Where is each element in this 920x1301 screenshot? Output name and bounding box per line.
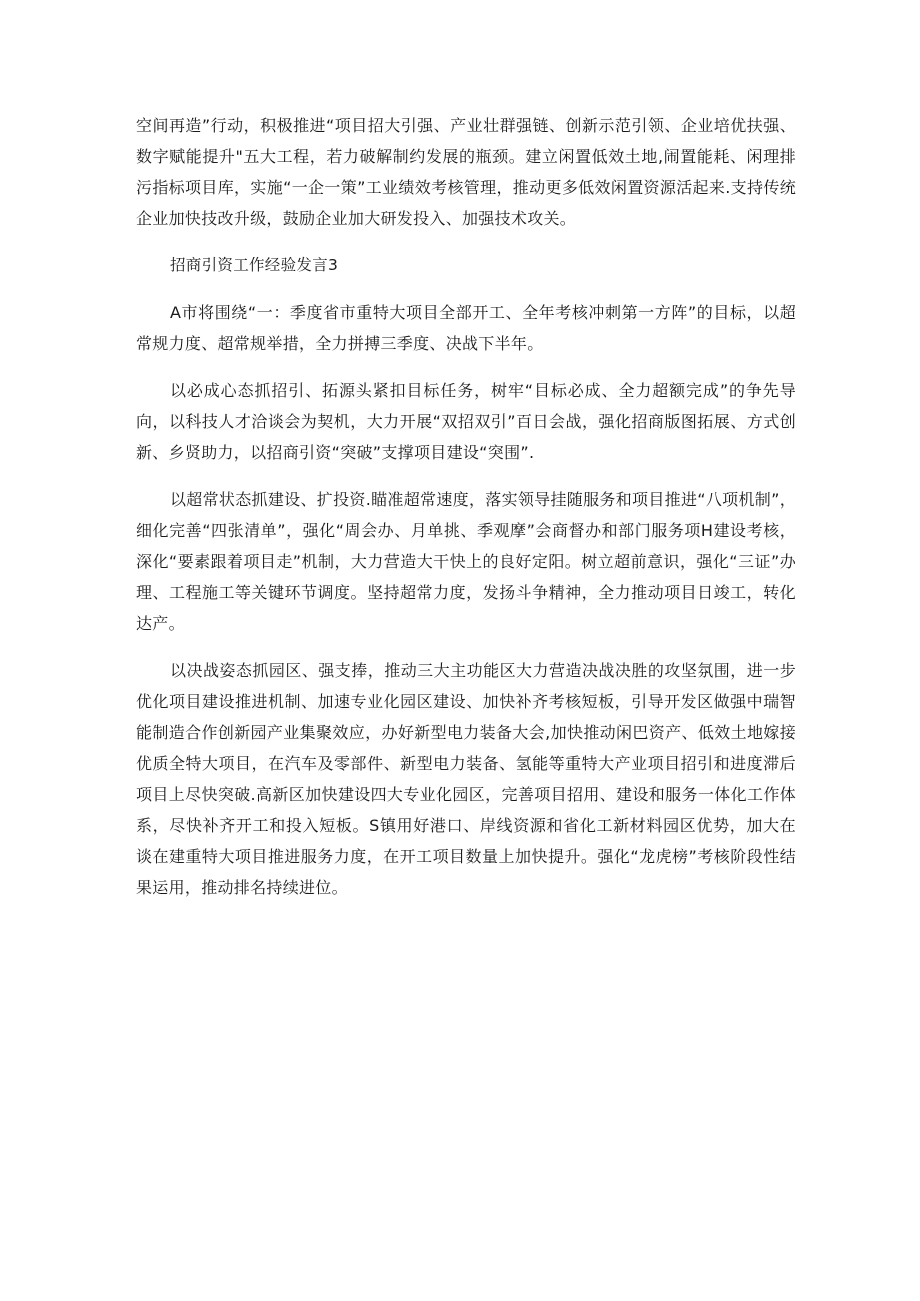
paragraph-construction: 以超常状态抓建设、扩投资.瞄准超常速度，落实领导挂随服务和项目推进“八项机制”，细化完善“四张清单”，强化“周会办、月单挑、季观摩”会商督办和部门服务项H建设考核，深化“要素跟着项目走”机制，大力营造大干快上的良好定阳。树立超前意识，强化“三证”办理、工程施工等关键环节调度。坚持超常力度，发扬斗争精神，全力推动项目日竣工，转化达产。 — [136, 490, 796, 633]
paragraph-goal: A市将围绕“一：季度省市重特大项目全部开工、全年考核冲刺第一方阵”的目标，以超常规力度、超常规举措，全力拼搏三季度、决战下半年。 — [136, 303, 796, 353]
section-heading: 招商引资工作经验发言3 — [170, 256, 339, 274]
paragraph-investment: 以必成心态抓招引、拓源头紧扣目标任务，树牢“目标必成、全力超额完成”的争先导向，以科技人才洽谈会为契机，大力开展“双招双引”百日会战，强化招商版图拓展、方式创新、乡贤助力，以招商引资“突破”支撑项目建设“突围”. — [136, 381, 796, 462]
paragraph-parks: 以决战姿态抓园区、强支捧，推动三大主功能区大力营造决战决胜的攻坚氛围，进一步优化项目建设推进机制、加速专业化园区建设、加快补齐考核短板，引导开发区做强中瑞智能制造合作创新园产业集聚效应，办好新型电力装备大会,加快推动闲巴资产、低效土地嫁接优质全特大项目，在汽车及零部件、新型电力装备、氢能等重特大产业项目招引和进度滞后项目上尽快突破.高新区加快建设四大专业化园区，完善项目招用、建设和服务一体化工作体系，尽快补齐开工和投入短板。S镇用好港口、岸线资源和省化工新材料园区优势，加大在谈在建重特大项目推进服务力度，在开工项目数量上加快提升。强化“龙虎榜”考核阶段性结果运用，推动排名持续进位。 — [136, 661, 796, 897]
document-body — [136, 110, 796, 903]
paragraph-continuation: 空间再造”行动，积极推进“项目招大引强、产业壮群强链、创新示范引领、企业培优扶强、数字赋能提升"五大工程，若力破解制约发展的瓶颈。建立闲置低效土地,闹置能耗、闲理排污指标项目库，实施“一企一策”工业绩效考核管理，推动更多低效闲置资源活起来.支持传统企业加快技改升级，鼓励企业加大研发投入、加强技术攻关。 — [136, 116, 796, 228]
